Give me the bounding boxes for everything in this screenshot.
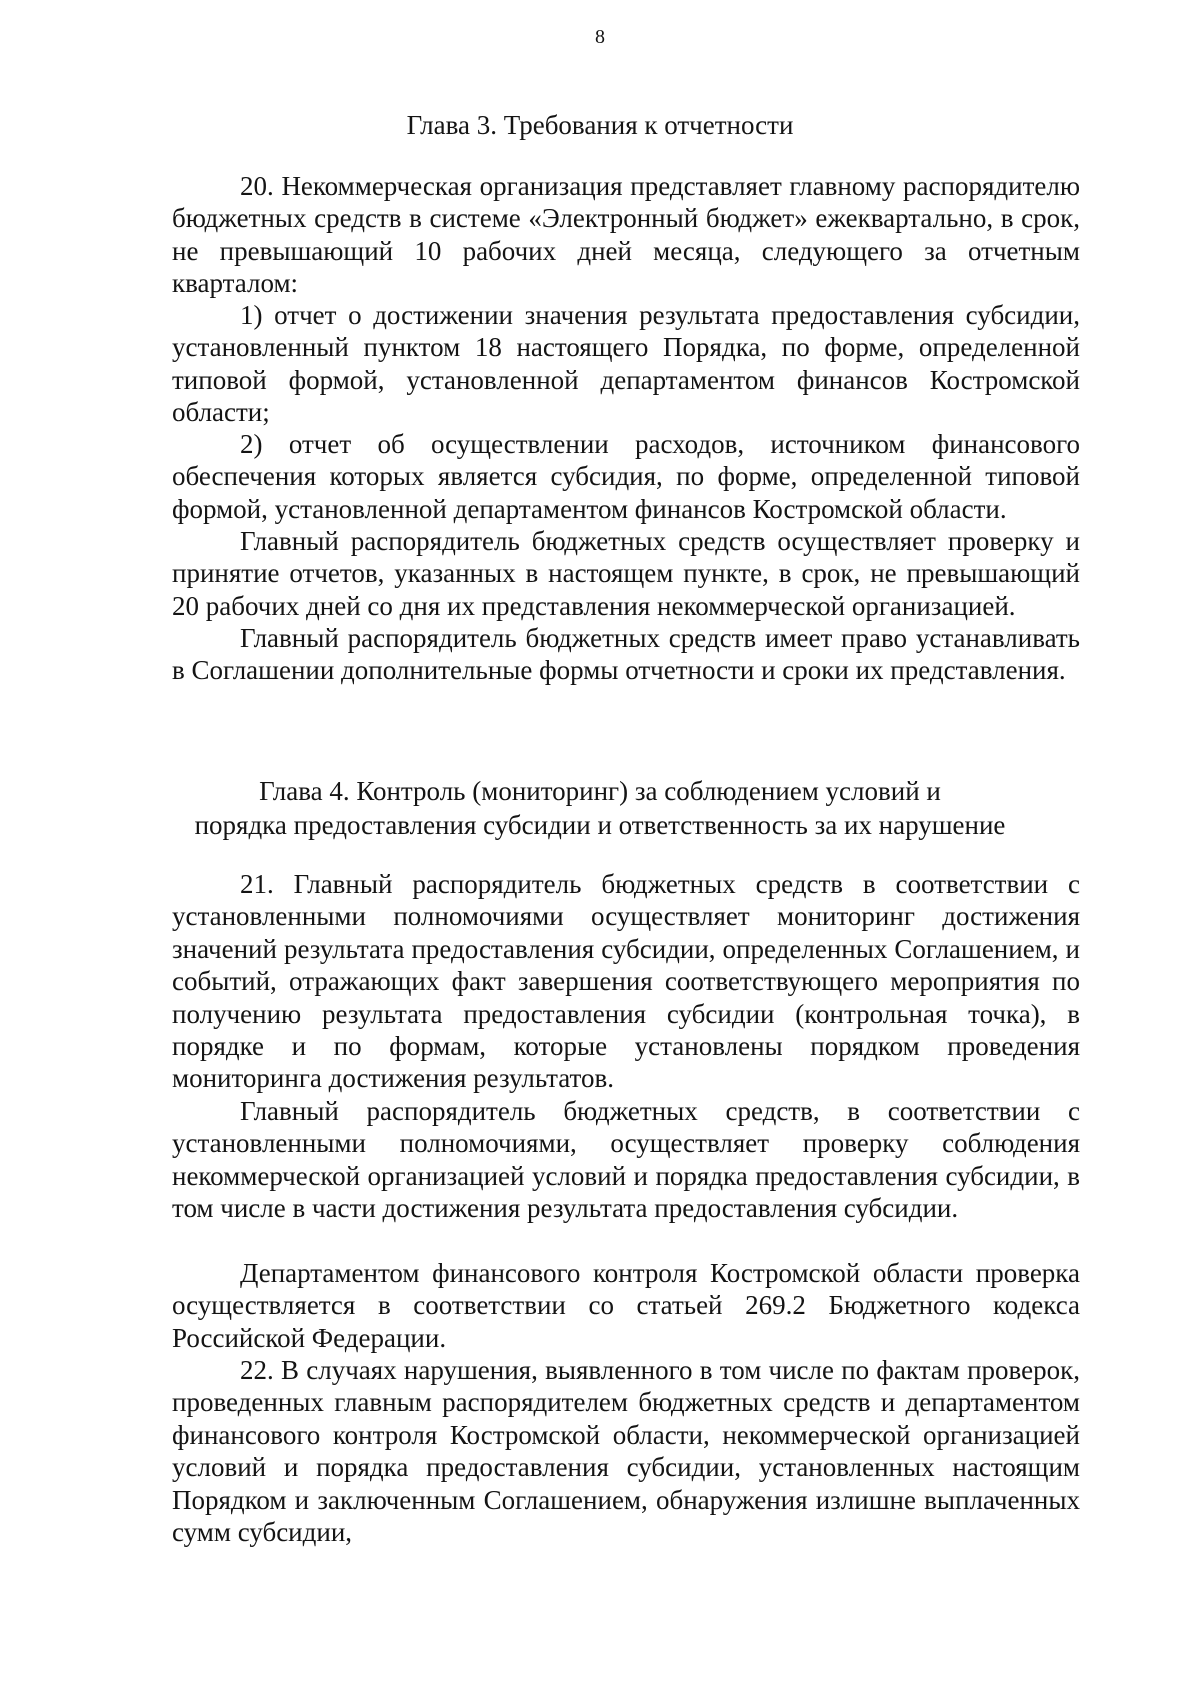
paragraph-20-text: 20. Некоммерческая организация представляет главному распорядителю бюджетных средств в системе «Электронный бюджет» ежеквартально, в срок, не превышающий 10 рабочих дней месяца, следующего за отчетным кварталом: [172, 171, 1080, 299]
paragraph-financial-control-dept-text: Департаментом финансового контроля Костромской области проверка осуществляется в соответствии со статьей 269.2 Бюджетного кодекса Российской Федерации. [172, 1258, 1080, 1353]
list-item-1 [172, 299, 1080, 429]
paragraph-additional-forms-text: Главный распорядитель бюджетных средств имеет право устанавливать в Соглашении дополнительные формы отчетности и сроки их представления. [172, 623, 1080, 686]
list-item-2-text: 2) отчет об осуществлении расходов, источником финансового обеспечения которых является субсидия, по форме, определенной типовой формой, установленной департаментом финансов Костромской области. [172, 429, 1080, 524]
paragraph-compliance-check [172, 1095, 1080, 1225]
paragraph-report-check-text: Главный распорядитель бюджетных средств осуществляет проверку и принятие отчетов, указанных в настоящем пункте, в срок, не превышающий 20 рабочих дней со дня их представления некоммерческой организацией. [172, 526, 1080, 621]
paragraph-compliance-check-text: Главный распорядитель бюджетных средств, в соответствии с установленными полномочиями, осуществляет проверку соблюдения некоммерческой организацией условий и порядка предоставления субсидии, в том числе в части достижения результата предоставления субсидии. [172, 1096, 1080, 1224]
page-number: 8 [595, 26, 605, 48]
paragraph-22-text: 22. В случаях нарушения, выявленного в том числе по фактам проверок, проведенных главным распорядителем бюджетных средств и департаментом финансового контроля Костромской области, некоммерческой организацией условий и порядка предоставления субсидии, установленных настоящим Порядком и заключенным Соглашением, обнаружения излишне выплаченных сумм субсидии, [172, 1355, 1080, 1548]
paragraph-financial-control-dept [172, 1257, 1080, 1354]
paragraph-20 [172, 170, 1080, 300]
paragraph-21-text: 21. Главный распорядитель бюджетных средств в соответствии с установленными полномочиями осуществляет мониторинг достижения значений результата предоставления субсидии, определенных Соглашением, и событий, отражающих факт завершения соответствующего мероприятия по получению результата предоставления субсидии (контрольная точка), в порядке и по формам, которые установлены порядком проведения мониторинга достижения результатов. [172, 869, 1080, 1094]
chapter-4-title-line-2: порядка предоставления субсидии и ответственность за их нарушение [194, 810, 1006, 840]
paragraph-22 [172, 1354, 1080, 1548]
list-item-1-text: 1) отчет о достижении значения результата предоставления субсидии, установленный пунктом 18 настоящего Порядка, по форме, определенной типовой формой, установленной департаментом финансов Костромской области; [172, 300, 1080, 428]
chapter-4-title [100, 774, 1100, 842]
paragraph-additional-forms [172, 622, 1080, 687]
chapter-3-title: Глава 3. Требования к отчетности [406, 110, 794, 140]
paragraph-report-check [172, 525, 1080, 622]
paragraph-21 [172, 868, 1080, 1095]
list-item-2 [172, 428, 1080, 525]
chapter-4-title-line-1: Глава 4. Контроль (мониторинг) за соблюдением условий и [259, 776, 941, 806]
